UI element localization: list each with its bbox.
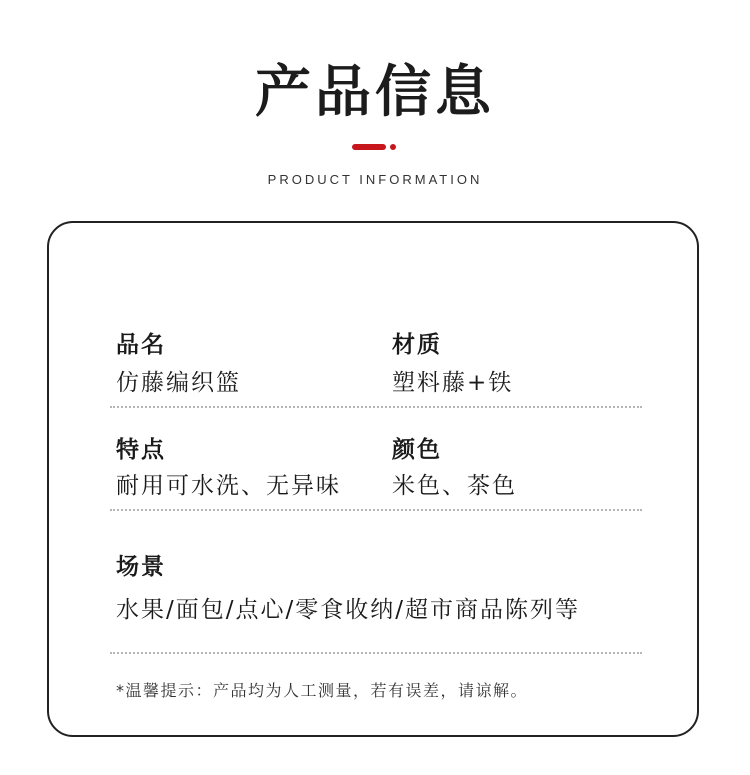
material-label: 材质 bbox=[392, 332, 442, 358]
color-value: 米色、茶色 bbox=[392, 473, 517, 499]
feature-value: 耐用可水洗、无异味 bbox=[116, 473, 341, 499]
divider-3 bbox=[110, 652, 642, 654]
scene-value: 水果/面包/点心/零食收纳/超市商品陈列等 bbox=[116, 597, 580, 623]
scene-label: 场景 bbox=[116, 554, 166, 580]
page-subtitle: PRODUCT INFORMATION bbox=[267, 172, 483, 187]
divider-2 bbox=[110, 509, 642, 511]
page-title: 产品信息 bbox=[255, 60, 495, 125]
product-name-value: 仿藤编织篮 bbox=[116, 370, 241, 396]
divider-1 bbox=[110, 406, 642, 408]
feature-label: 特点 bbox=[116, 437, 166, 463]
measurement-note: *温馨提示：产品均为人工测量，若有误差，请谅解。 bbox=[116, 681, 529, 700]
product-name-label: 品名 bbox=[116, 332, 166, 358]
material-value: 塑料藤+铁 bbox=[392, 370, 514, 396]
color-label: 颜色 bbox=[392, 437, 442, 463]
accent-dot bbox=[390, 144, 396, 150]
accent-bar bbox=[352, 144, 386, 150]
